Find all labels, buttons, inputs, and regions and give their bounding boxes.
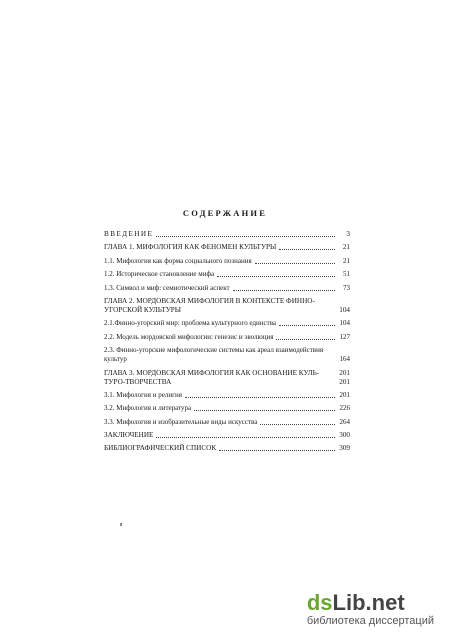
toc-entry-title: ГЛАВА 2. МОРДОВСКАЯ МИФОЛОГИЯ В КОНТЕКСТЕ ФИННО- (104, 296, 315, 305)
toc-entry-conclusion (104, 430, 350, 441)
dot-leader (279, 248, 335, 250)
dot-leader (276, 338, 335, 340)
toc-page-number: 201 (339, 390, 350, 399)
toc-entry-section-2-3 (104, 345, 350, 356)
toc-entry-title: культур (104, 355, 127, 364)
toc-page-number: 300 (339, 431, 350, 440)
toc-entry-title: 2.2. Модель мордовской мифологии: генезис и эволюция (104, 332, 274, 341)
toc-entry-title: ГЛАВА 3. МОРДОВСКАЯ МИФОЛОГИЯ КАК ОСНОВАНИЕ КУЛЬ- (104, 368, 320, 377)
dot-leader (185, 396, 335, 398)
toc-page-number: 21 (343, 256, 350, 265)
watermark-subtitle: библиотека диссертаций (306, 615, 434, 627)
dot-leader (217, 275, 335, 277)
dot-leader (260, 423, 335, 425)
toc-entry-section-1-1 (104, 256, 350, 267)
toc-entry-title: ЗАКЛЮЧЕНИЕ (104, 431, 154, 440)
toc-entry-title: ГЛАВА 1. МИФОЛОГИЯ КАК ФЕНОМЕН КУЛЬТУРЫ (104, 243, 277, 252)
dot-leader (233, 289, 335, 291)
toc-page-number: 309 (339, 444, 350, 453)
toc-page-number: 3 (346, 230, 350, 238)
dot-leader (279, 324, 335, 326)
toc-entry-section-2-2 (104, 332, 350, 343)
toc-entry-section-1-2 (104, 269, 350, 280)
toc-page-number: 73 (343, 283, 350, 292)
toc-page-number: 21 (342, 243, 350, 252)
toc-page-number: 104 (339, 305, 350, 314)
toc-entry-section-1-3 (104, 283, 350, 294)
toc-entry-introduction (104, 229, 350, 240)
toc-entry-title: 1.3. Символ и миф: семиотический аспект (104, 283, 230, 292)
toc-page-number: 226 (339, 404, 350, 413)
toc-entry-title: ВВЕДЕНИЕ (104, 230, 154, 238)
dot-leader (156, 436, 335, 438)
toc-entry-title: 2.3. Финно-угорские мифологические системы как ареал взаимодействия (104, 346, 324, 355)
toc-page-number: 264 (339, 417, 350, 426)
watermark (307, 592, 434, 627)
toc-entry-title: 1.1. Мифология как форма социального познания (104, 256, 252, 265)
toc-page-number: 51 (343, 270, 350, 279)
dot-leader (194, 409, 335, 411)
toc-page-number: 201 (339, 368, 350, 377)
toc-page-number: 127 (339, 332, 350, 341)
toc-entry-title: БИБЛИОГРАФИЧЕСКИЙ СПИСОК (104, 444, 217, 453)
toc-entry-bibliography (104, 443, 350, 454)
scan-mark (120, 523, 122, 526)
toc-page-number: 104 (339, 319, 350, 328)
toc-entry-section-3-2 (104, 403, 350, 414)
toc-entry-title: ТУРО-ТВОРЧЕСТВА (104, 377, 172, 386)
toc-page-number: 164 (339, 355, 350, 364)
dot-leader (219, 449, 335, 451)
watermark-logo: dsLib.net (306, 590, 405, 615)
toc-entry-section-2-1 (104, 318, 350, 329)
toc-entry-title: 2.1.Финно-угорский мир: проблема культурного единства (104, 319, 277, 328)
toc-entry-chapter-1 (104, 242, 350, 253)
toc-entry-title: 3.3. Мифология и изобразительные виды искусства (104, 417, 258, 426)
dot-leader (156, 235, 335, 237)
toc-entry-title: 3.1. Мифология и религия (104, 390, 182, 399)
toc-entry-title: УГОРСКОЙ КУЛЬТУРЫ (104, 305, 182, 314)
toc-entry-title: 1.2. Историческое становление мифа (104, 270, 215, 279)
toc-entry-section-3-3 (104, 417, 350, 428)
toc-page-number: 201 (339, 377, 350, 386)
page-title: СОДЕРЖАНИЕ (182, 208, 268, 218)
table-of-contents (104, 229, 350, 457)
dot-leader (255, 262, 335, 264)
toc-entry-title: 3.2. Мифология и литература (104, 404, 192, 413)
toc-entry-section-3-1 (104, 390, 350, 401)
